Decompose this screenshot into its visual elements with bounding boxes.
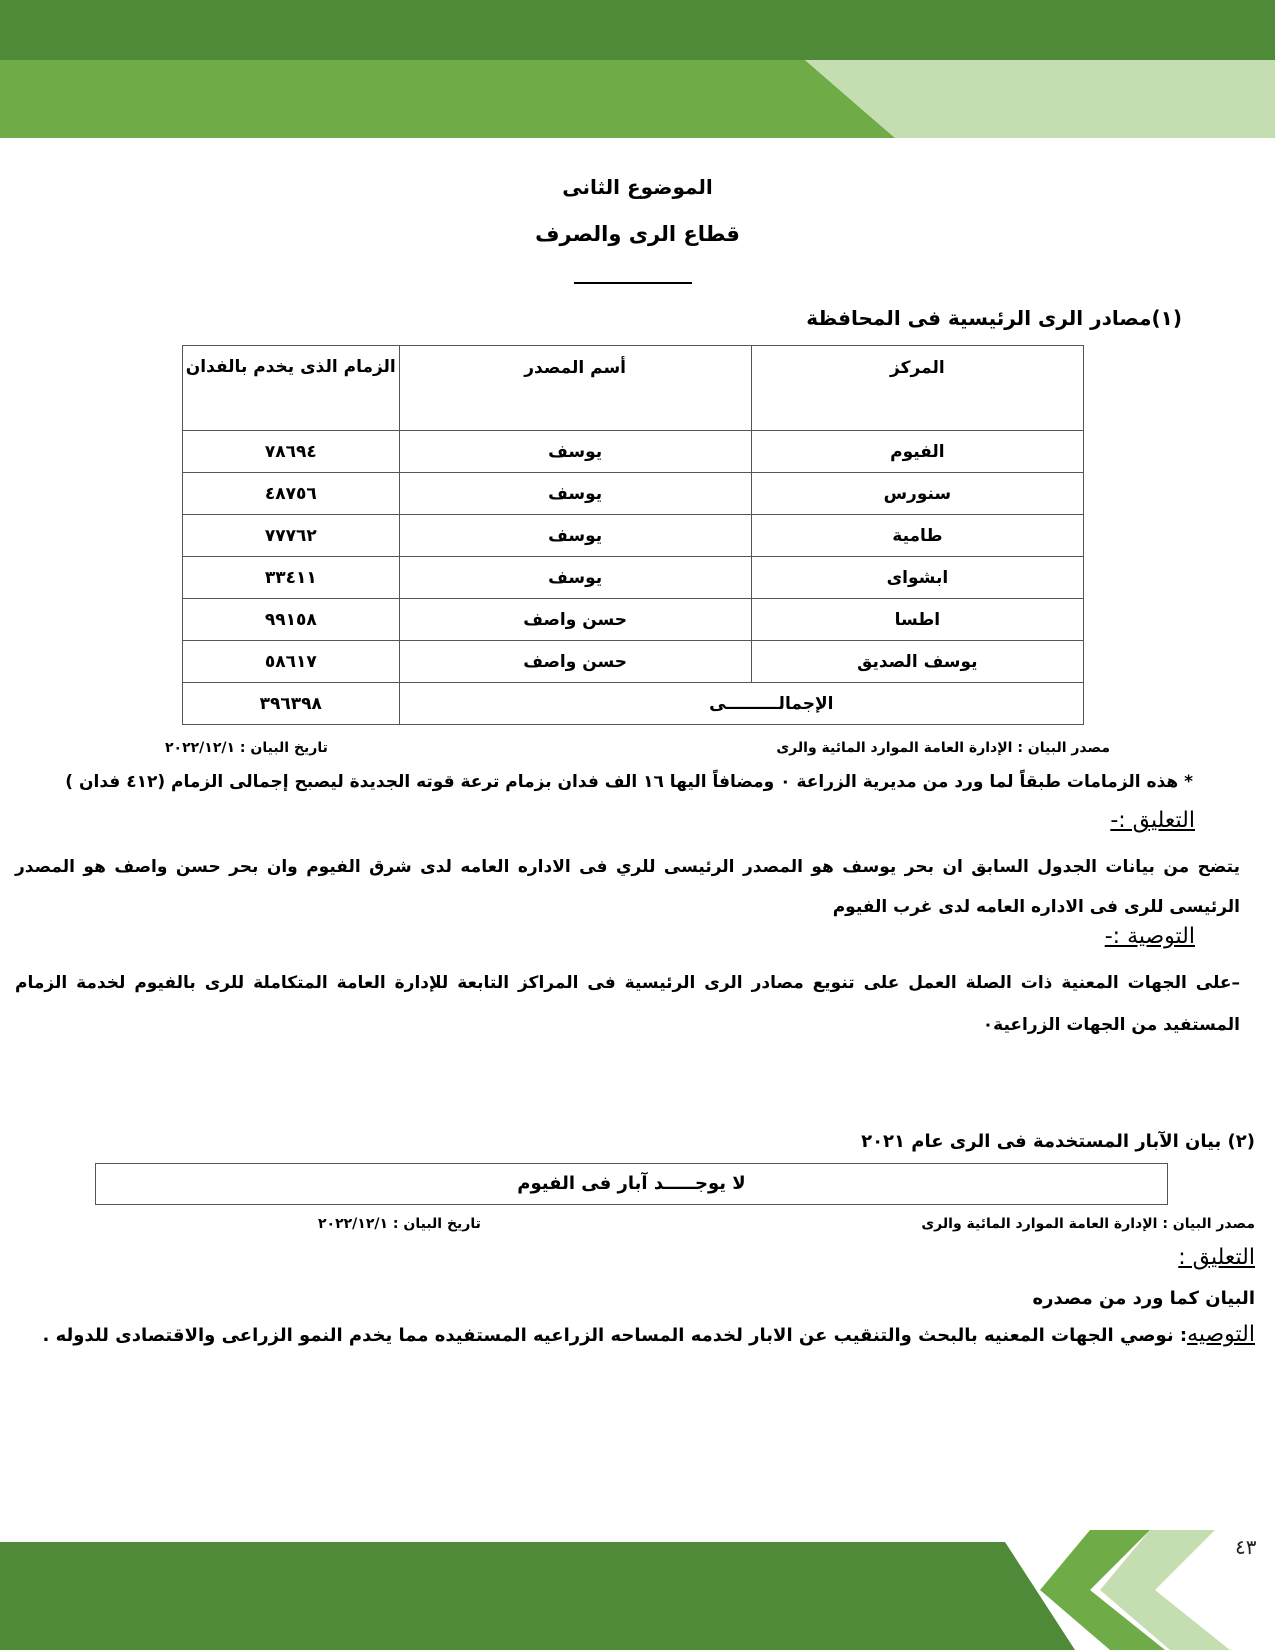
- table-row: [183, 473, 1084, 515]
- section2-recommendation: [42, 1322, 1255, 1347]
- section1-recommendation-text: –على الجهات المعنية ذات الصلة العمل على تنويع مصادر الرى الرئيسية فى المراكز التابعة للإدارة العامة المتكاملة للرى بالفيوم لخدمة الزمام المستفيد من الجهات الزراعية٠: [15, 973, 1240, 1035]
- cell-center: اطسا: [751, 599, 1083, 641]
- section2-comment-text: البيان كما ورد من مصدره: [1032, 1288, 1255, 1309]
- page-number: ٤٣: [1235, 1535, 1257, 1559]
- section1-comment-label: التعليق :-: [1110, 808, 1195, 833]
- table-row: [183, 557, 1084, 599]
- table-row: [183, 641, 1084, 683]
- cell-center: ابشواى: [751, 557, 1083, 599]
- section2-date: تاريخ البيان : ٢٠٢٢/١٢/١: [318, 1216, 481, 1232]
- section2-recommendation-text: : نوصي الجهات المعنيه بالبحث والتنقيب عن الابار لخدمه المساحه الزراعيه المستفيده مما يخدم النمو الزراعى والاقتصادى للدوله .: [42, 1325, 1188, 1346]
- cell-area: ٤٨٧٥٦: [183, 473, 400, 515]
- section2-recommendation-label: التوصيه: [1187, 1322, 1255, 1347]
- cell-source: يوسف: [399, 515, 751, 557]
- cell-source: يوسف: [399, 473, 751, 515]
- title-underline: [574, 282, 692, 284]
- cell-center: يوسف الصديق: [751, 641, 1083, 683]
- cell-source: يوسف: [399, 557, 751, 599]
- cell-source: حسن واصف: [399, 641, 751, 683]
- total-label: الإجمالـــــــــى: [399, 683, 1083, 725]
- cell-area: ٩٩١٥٨: [183, 599, 400, 641]
- table-row: [183, 431, 1084, 473]
- topic-title: الموضوع الثانى: [562, 175, 713, 199]
- section1-note: * هذه الزمامات طبقاً لما ورد من مديرية الزراعة ٠ ومضافاً اليها ١٦ الف فدان بزمام ترعة قوته الجديدة ليصبح إجمالى الزمام (٤١٢ فدان ): [65, 772, 1193, 792]
- table-header-row: [183, 346, 1084, 431]
- section2-comment-label: التعليق :: [1178, 1245, 1255, 1270]
- table-total-row: [183, 683, 1084, 725]
- header-center: المركز: [751, 346, 1083, 431]
- footer-banner: [0, 1530, 1275, 1650]
- section1-heading: (١)مصادر الرى الرئيسية فى المحافظة: [806, 306, 1182, 330]
- section1-date: تاريخ البيان : ٢٠٢٢/١٢/١: [165, 740, 328, 756]
- cell-area: ٧٧٧٦٢: [183, 515, 400, 557]
- section1-source: مصدر البيان : الإدارة العامة الموارد المائية والرى: [776, 740, 1110, 756]
- cell-area: ٣٣٤١١: [183, 557, 400, 599]
- sector-title: قطاع الرى والصرف: [535, 222, 740, 246]
- cell-source: يوسف: [399, 431, 751, 473]
- section1-recommendation-label: التوصية :-: [1104, 924, 1195, 949]
- cell-center: طامية: [751, 515, 1083, 557]
- header-area: الزمام الذى يخدم بالفدان: [183, 346, 400, 431]
- header-source-name: أسم المصدر: [399, 346, 751, 431]
- wells-status-box: لا يوجـــــد آبار فى الفيوم: [95, 1163, 1168, 1205]
- total-value: ٣٩٦٣٩٨: [183, 683, 400, 725]
- cell-area: ٧٨٦٩٤: [183, 431, 400, 473]
- section2-heading: (٢) بيان الآبار المستخدمة فى الرى عام ٢٠٢١: [861, 1131, 1255, 1152]
- table-row: [183, 599, 1084, 641]
- header-banner: [0, 0, 1275, 140]
- cell-area: ٥٨٦١٧: [183, 641, 400, 683]
- cell-center: الفيوم: [751, 431, 1083, 473]
- section2-source: مصدر البيان : الإدارة العامة الموارد المائية والرى: [921, 1216, 1255, 1232]
- cell-center: سنورس: [751, 473, 1083, 515]
- cell-source: حسن واصف: [399, 599, 751, 641]
- irrigation-sources-table: [182, 345, 1084, 725]
- table-row: [183, 515, 1084, 557]
- section1-comment-text: يتضح من بيانات الجدول السابق ان بحر يوسف هو المصدر الرئيسى للري فى الاداره العامه لدى شرق الفيوم وان بحر حسن واصف هو المصدر الرئيسى للرى فى الاداره العامه لدى غرب الفيوم: [15, 857, 1240, 917]
